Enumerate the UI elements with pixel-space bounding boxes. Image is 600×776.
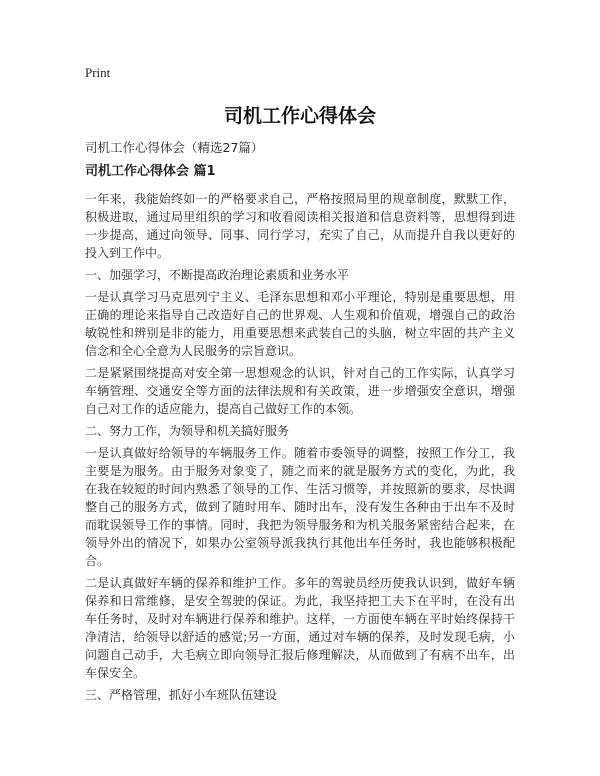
section-heading: 一、加强学习，不断提高政治理论素质和业务水平 (85, 267, 350, 282)
body-paragraph: 一年来，我能始终如一的严格要求自己，严格按照局里的规章制度，默默工作，积极进取，通过局里组织的学习和收看阅读相关报道和信息资料等，思想得到进一步提高，通过向领导、同事、同行学习，充实了自己，从而提升自我以更好的投入到工作中。 (85, 191, 515, 260)
doc-subtitle: 司机工作心得体会（精选27篇） (85, 139, 264, 155)
body-paragraph: 二是紧紧围绕提高对安全第一思想观念的认识，针对自己的工作实际，认真学习车辆管理、交通安全等方面的法律法规和有关政策，进一步增强安全意识，增强自己对工作的适应能力，提高自己做好工作的本领。 (85, 365, 515, 416)
section-heading: 三、严格管理，抓好小车班队伍建设 (85, 687, 278, 702)
page-title: 司机工作心得体会 (223, 105, 376, 127)
article-section-title: 司机工作心得体会 篇1 (85, 163, 216, 179)
body-paragraph: 二是认真做好车辆的保养和维护工作。多年的驾驶员经历使我认识到，做好车辆保养和日常维修，是安全驾驶的保证。为此，我坚持把工夫下在平时，在没有出车任务时，及时对车辆进行保养和维护。这样，一方面使车辆在平时始终保持干净清洁，给领导以舒适的感觉;另一方面，通过对车辆的保养，及时发现毛病，小问题自己动手，大毛病立即向领导汇报后修理解决，从而做到了有病不出车，出车保安全。 (85, 575, 515, 680)
body-paragraph: 一是认真做好给领导的车辆服务工作。随着市委领导的调整，按照工作分工，我主要是为服务。由于服务对象变了，随之而来的就是服务方式的变化，为此，我在我在较短的时间内熟悉了领导的工作、生活习惯等，并按照新的要求，尽快调整自己的服务方式，做到了随时用车、随时出车，没有发生各种由于出车不及时而耽误领导工作的事情。同时，我把为领导服务和为机关服务紧密结合起来，在领导外出的情况下，如果办公室领导派我执行其他出车任务时，我也能够积极配合。 (85, 445, 515, 568)
section-heading: 二、努力工作，为领导和机关搞好服务 (85, 423, 290, 438)
print-link[interactable]: Print (85, 65, 111, 80)
body-paragraph: 一是认真学习马克思列宁主义、毛泽东思想和邓小平理论，特别是重要思想，用正确的理论来指导自己改造好自己的世界观、人生观和价值观，增强自己的政治敏锐性和辨别是非的能力，用重要思想来武装自己的头脑，树立牢固的共产主义信念和全心全意为人民服务的宗旨意识。 (85, 289, 515, 358)
